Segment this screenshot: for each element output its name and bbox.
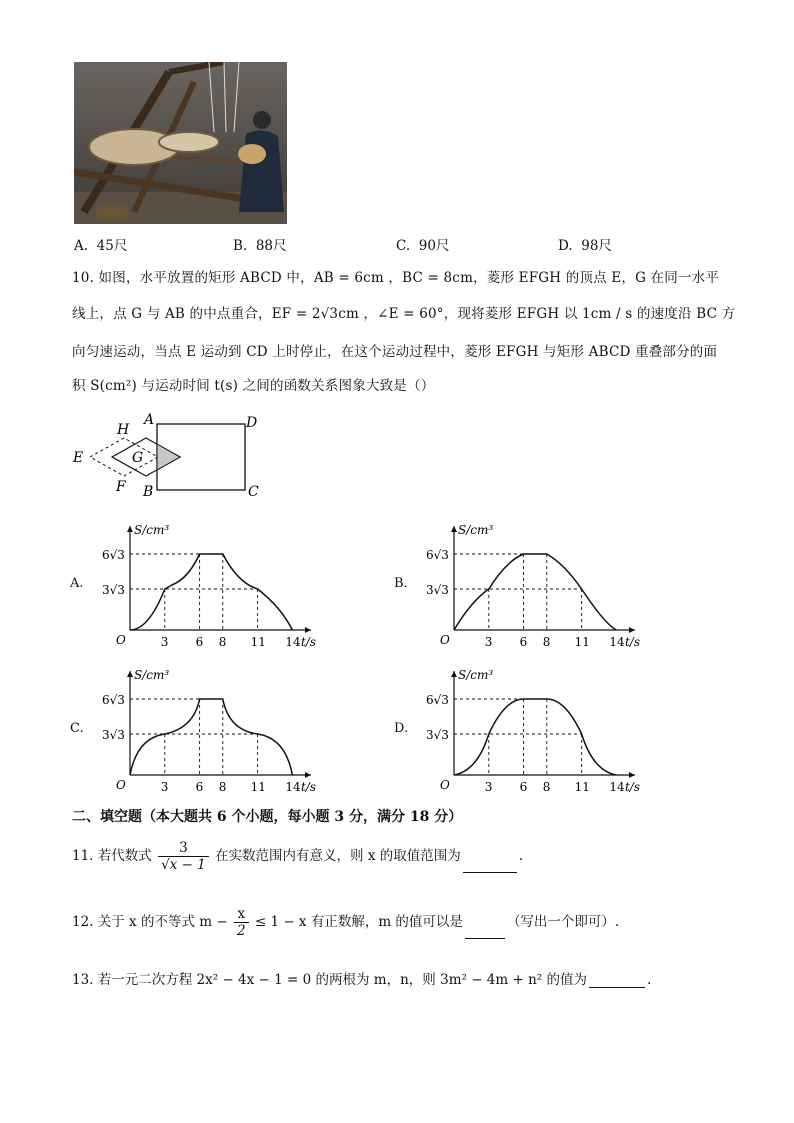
y-axis-arrow [451,671,457,677]
q13-answer-blank[interactable] [589,971,645,988]
x-tick-3: 3 [160,635,169,649]
x-tick-14: 14 [285,780,301,794]
q11-answer-blank[interactable] [463,856,517,873]
y-tick-3r3: 3√3 [426,583,449,597]
x-axis-arrow [305,772,311,778]
x-tick-3: 3 [160,780,169,794]
x-tick-14: 14 [285,635,301,649]
x-tick-14: 14 [609,635,625,649]
question-11: 11. 若代数式 $\frac{3}{√x - 1}$ 在实数范围内有意义，则 x 的取值范围为 . [72,840,524,873]
y-tick-3r3: 3√3 [426,728,449,742]
overlap-region [157,444,180,470]
x-tick-6: 6 [519,635,528,649]
graph-a-svg [88,520,318,660]
q10-line-4: 积 S(cm²) 与运动时间 t(s) 之间的函数关系图象大致是（） [72,378,435,394]
y-axis-arrow [127,671,133,677]
q9-option-d: D. 98尺 [558,238,612,254]
curve [130,699,292,775]
x-tick-8: 8 [218,635,227,649]
x-axis-label: t/s [624,635,640,649]
x-tick-11: 11 [250,635,266,649]
x-axis-arrow [629,627,635,633]
origin-label: O [440,633,450,647]
x-tick-14: 14 [609,780,625,794]
origin-label: O [116,633,126,647]
curve [130,554,292,630]
y-axis-label: S/cm³ [134,668,170,682]
y-tick-6r3: 6√3 [426,548,449,562]
label-h: H [117,422,130,438]
rhombus-initial [90,438,158,476]
y-axis-arrow [127,526,133,532]
y-axis-arrow [451,526,457,532]
y-axis-label: S/cm³ [134,523,170,537]
q9-option-b: B. 88尺 [233,238,287,254]
x-axis-label: t/s [300,780,316,794]
y-tick-3r3: 3√3 [102,728,125,742]
y-tick-6r3: 6√3 [102,693,125,707]
label-d: D [246,415,258,431]
x-tick-11: 11 [574,635,590,649]
y-axis-label: S/cm³ [458,668,494,682]
label-a: A [144,412,155,428]
q12-answer-blank[interactable] [465,922,505,939]
x-tick-8: 8 [542,635,551,649]
x-tick-6: 6 [519,780,528,794]
label-f: F [116,479,126,495]
x-tick-11: 11 [250,780,266,794]
y-axis-label: S/cm³ [458,523,494,537]
graph-c-svg [88,665,318,805]
q11-fraction: $\frac{3}{√x - 1}$ [158,840,209,873]
x-tick-11: 11 [574,780,590,794]
question-12: 12. 关于 x 的不等式 m − $\frac{x}{2}$ ≤ 1 − x 有正数解，m 的值可以是 （写出一个即可）. [72,906,620,939]
label-c: C [248,484,259,500]
y-tick-6r3: 6√3 [426,693,449,707]
graph-d-svg [412,665,642,805]
y-tick-6r3: 6√3 [102,548,125,562]
x-tick-3: 3 [484,780,493,794]
q10-line-1: 10. 如图，水平放置的矩形 ABCD 中，AB = 6cm ，BC = 8cm，菱形 EFGH 的顶点 E，G 在同一水平 [72,270,720,286]
q10-figure [70,410,270,502]
label-e: E [73,450,84,466]
q10-line-2: 线上，点 G 与 AB 的中点重合，EF = 2√3cm ，∠E = 60°，现将菱形 EFGH 以 1cm / s 的速度沿 BC 方 [72,306,736,322]
curve [454,699,616,775]
x-tick-8: 8 [542,780,551,794]
q12-fraction: $\frac{x}{2}$ [234,906,249,939]
graph-b-svg [412,520,642,660]
x-tick-6: 6 [195,780,204,794]
x-axis-arrow [629,772,635,778]
curve [454,554,616,630]
x-axis-label: t/s [300,635,316,649]
spinning-wheel-photo [74,62,287,224]
q9-option-a: A. 45尺 [74,238,128,254]
question-13: 13. 若一元二次方程 2x² − 4x − 1 = 0 的两根为 m，n，则 3m² − 4m + n² 的值为 . [72,972,652,988]
y-tick-3r3: 3√3 [102,583,125,597]
q9-option-c: C. 90尺 [396,238,450,254]
section-title: 二、填空题（本大题共 6 个小题，每小题 3 分，满分 18 分） [72,809,463,825]
origin-label: O [116,778,126,792]
label-g: G [132,450,144,466]
x-tick-8: 8 [218,780,227,794]
origin-label: O [440,778,450,792]
x-axis-label: t/s [624,780,640,794]
x-tick-6: 6 [195,635,204,649]
label-b: B [143,484,154,500]
q10-line-3: 向匀速运动，当点 E 运动到 CD 上时停止，在这个运动过程中，菱形 EFGH 与矩形 ABCD 重叠部分的面 [72,344,718,360]
x-axis-arrow [305,627,311,633]
x-tick-3: 3 [484,635,493,649]
